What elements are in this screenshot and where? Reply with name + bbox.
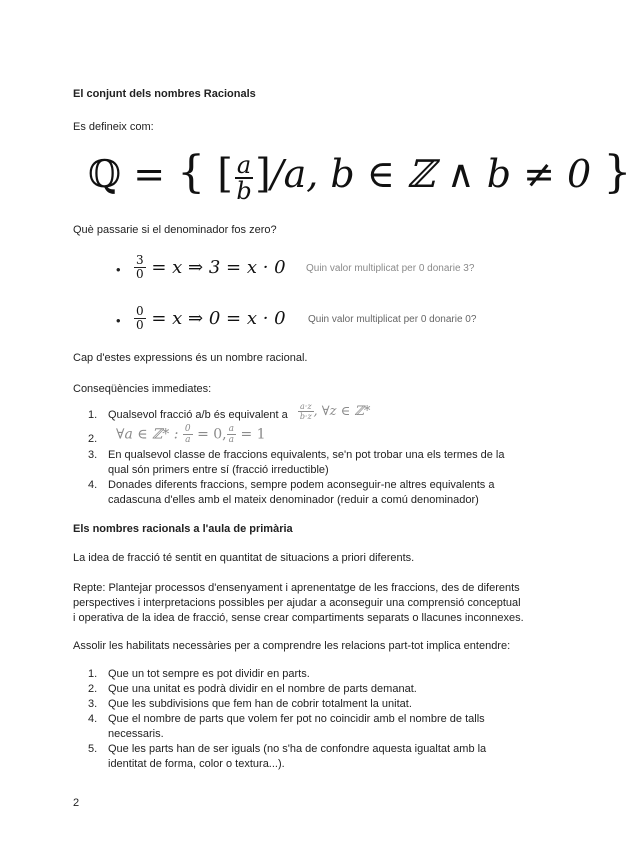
section-heading-racionals: El conjunt dels nombres Racionals	[73, 88, 256, 100]
not-rational-text: Cap d'estes expressions és un nombre racional.	[73, 352, 308, 364]
case-expression: = x ⇒ 0 = x · 0	[151, 308, 286, 329]
case-expression: = x ⇒ 3 = x · 0	[151, 257, 286, 278]
bullet: •	[116, 313, 121, 328]
right-bracket: ]	[255, 151, 271, 197]
case-comment: Quin valor multiplicat per 0 donarie 3?	[306, 263, 475, 274]
zero-fraction-formula: ∀a ∈ ℤ* : $\frac{0}{a}$ = 0, $\frac{a}{a}$ = 1	[116, 424, 266, 445]
section-heading-primaria: Els nombres racionals a l'aula de primària	[73, 523, 293, 535]
left-bracket: [	[217, 151, 233, 197]
case-comment: Quin valor multiplicat per 0 donarie 0?	[308, 314, 477, 325]
consequences-title: Conseqüències immediates:	[73, 383, 212, 395]
bullet: •	[116, 262, 121, 277]
right-brace: }	[603, 147, 631, 198]
equivalent-fraction-formula: $\frac{a\cdot z}{b\cdot z}$ , ∀z ∈ ℤ*	[299, 402, 371, 421]
page-number: 2	[73, 797, 80, 809]
definition-condition: /a, b ∈ ℤ ∧ b ≠ 0	[270, 152, 592, 196]
rationals-symbol: ℚ	[88, 152, 122, 196]
intro-text: Es defineix com:	[73, 121, 154, 133]
equals-sign: =	[133, 152, 166, 196]
paragraph-skills-intro: Assolir les habilitats necessàries per a comprendre les relacions part-tot implica entendre:	[73, 640, 511, 652]
paragraph-fraction-idea: La idea de fracció té sentit en quantitat de situacions a priori diferents.	[73, 552, 415, 564]
question-zero-denominator: Què passarie si el denominador fos zero?	[73, 224, 277, 236]
left-brace: {	[177, 147, 206, 198]
definition-formula	[88, 143, 631, 204]
fraction-0-over-0: $\frac{0}{0}$	[136, 304, 144, 332]
paragraph-challenge: Repte: Plantejar processos d'ensenyament i aprenentatge de les fraccions, des de diferents perspectives i interpretacions possibles per ajudar a aconseguir una comprensió conceptual i operativa de la idea de fracció, sense crear compartiments separats o llacunes inconnexes.	[73, 582, 524, 624]
fraction-a-over-b: $\frac{a}{b}$	[236, 150, 252, 205]
fraction-3-over-0: $\frac{3}{0}$	[136, 253, 144, 281]
